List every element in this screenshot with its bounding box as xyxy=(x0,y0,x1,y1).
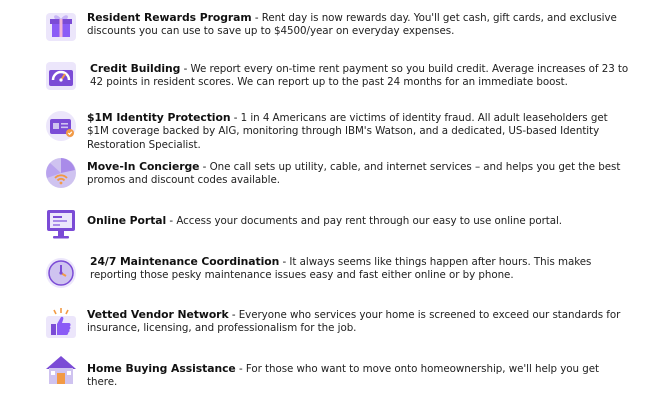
benefit-description: For those who want to move onto homeownership, we'll help you get there. xyxy=(87,363,600,389)
wifi-concierge-icon xyxy=(44,156,78,190)
separator: - xyxy=(279,256,290,268)
clock-icon xyxy=(44,256,78,290)
id-card-icon xyxy=(44,109,78,143)
separator: - xyxy=(199,161,210,173)
credit-gauge-icon xyxy=(44,58,78,92)
separator: - xyxy=(251,12,262,24)
separator: - xyxy=(228,309,239,321)
benefit-title: Resident Rewards Program xyxy=(87,11,252,24)
separator: - xyxy=(166,215,177,227)
benefit-description: Everyone who services your home is screened to exceed our standards for insurance, licensing, and professionalism for the job. xyxy=(87,309,621,335)
separator: - xyxy=(235,363,246,375)
thumbs-up-icon xyxy=(44,306,78,340)
separator: - xyxy=(180,63,191,75)
benefit-description: 1 in 4 Americans are victims of identity fraud. All adult leaseholders get $1M coverage backed by AIG, monitoring through IBM's Watson, and a dedicated, US-based Identity Restoration Specialist. xyxy=(87,112,608,151)
benefit-title: Home Buying Assistance xyxy=(87,362,236,375)
benefit-description: Access your documents and pay rent through our easy to use online portal. xyxy=(176,215,563,227)
benefit-title: Move-In Concierge xyxy=(87,160,200,173)
benefit-title: Vetted Vendor Network xyxy=(87,308,229,321)
benefit-description: It always seems like things happen after hours. This makes reporting those pesky maintenance issues easy and fast either online or by phone. xyxy=(90,256,592,282)
separator: - xyxy=(230,112,241,124)
benefit-title: Online Portal xyxy=(87,214,167,227)
benefit-description: One call sets up utility, cable, and internet services – and helps you get the best promos and discount codes available. xyxy=(87,161,621,187)
house-icon xyxy=(44,353,78,387)
benefit-title: Credit Building xyxy=(90,62,181,75)
benefit-description: Rent day is now rewards day. You'll get cash, gift cards, and exclusive discounts you can use to save up to $4500/year on everyday expenses. xyxy=(87,12,617,38)
benefit-description: We report every on-time rent payment so you build credit. Average increases of 23 to 42 points in resident scores. We can report up to the past 24 months for an immediate boost. xyxy=(90,63,629,89)
monitor-icon xyxy=(44,207,78,241)
benefit-title: $1M Identity Protection xyxy=(87,111,231,124)
gift-icon xyxy=(44,9,78,43)
benefit-title: 24/7 Maintenance Coordination xyxy=(90,255,280,268)
